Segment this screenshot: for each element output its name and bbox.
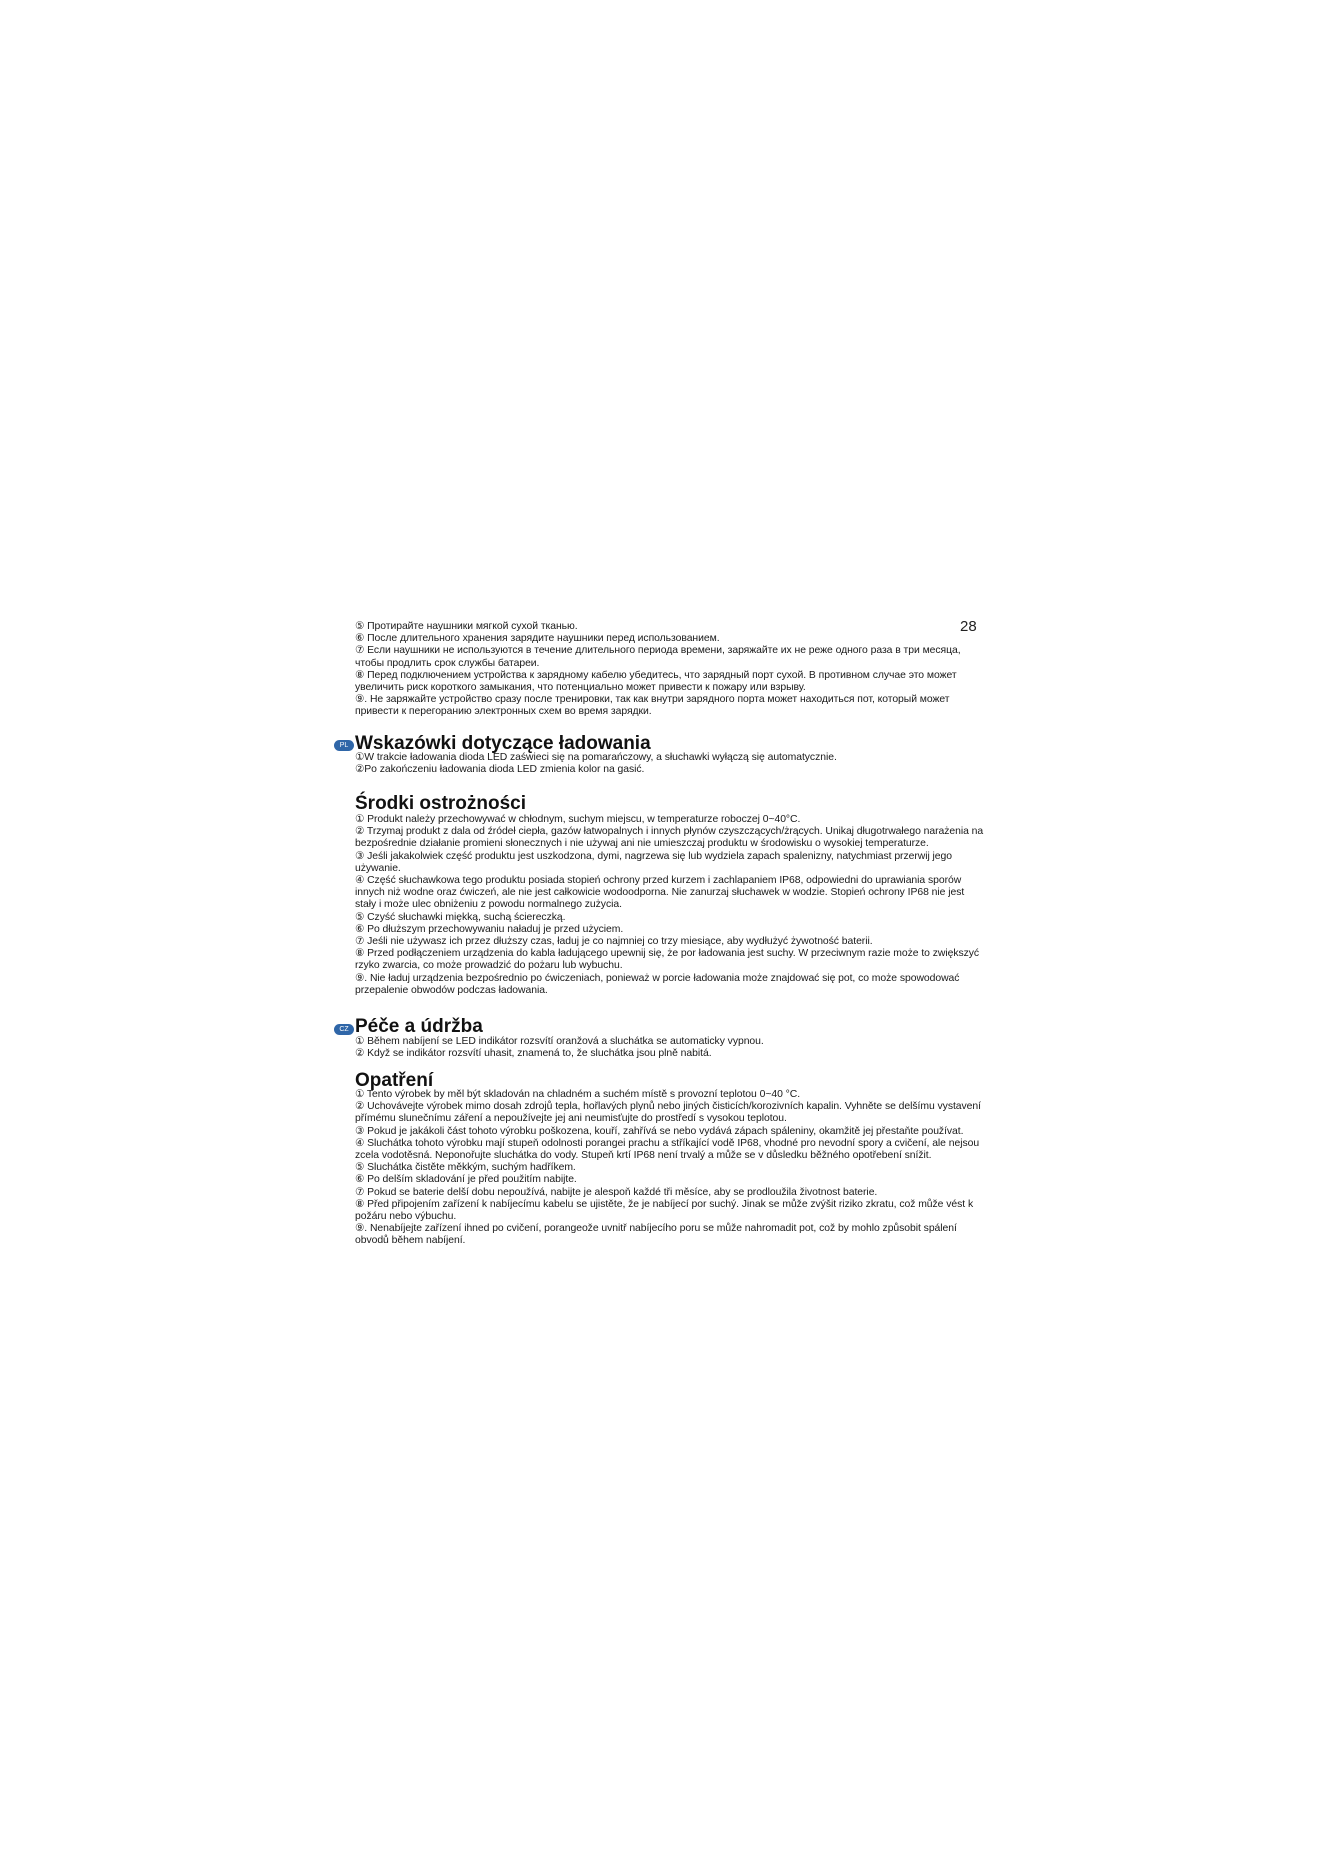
pl-charging-line: ②Po zakończeniu ładowania dioda LED zmienia kolor na gasić. [355,764,645,776]
ru-line: привести к перегоранию электронных схем во время зарядки. [355,706,652,718]
cz-precautions-line: ④ Sluchátka tohoto výrobku mají stupeň odolnosti porangei prachu a stříkající vodě IP68, vhodné pro nevodní spory a cvičení, ale nejsou [355,1137,980,1149]
ru-line: увеличить риск короткого замыкания, что потенциально может привести к пожару или взрыву. [355,682,806,694]
cz-precautions-line: požáru nebo výbuchu. [355,1211,457,1223]
pl-charging-list [355,752,985,776]
ru-line: чтобы продлить срок службы батареи. [355,657,540,669]
cz-precautions-line: zcela vodotěsná. Neponořujte sluchátka do vody. Stupeň krtí IP68 není trvalý a může se v důsledku běžného opotřebení snížit. [355,1150,932,1162]
pl-precautions-line: ④ Część słuchawkowa tego produktu posiada stopień ochrony przed kurzem i zachlapaniem IP68, odpowiedni do uprawiania sporów [355,875,962,887]
cz-precautions-line: ② Uchovávejte výrobek mimo dosah zdrojů tepla, hořlavých plynů nebo jiných čisticích/korozivních kapalin. Vyhněte se delšímu vystavení [355,1101,981,1113]
pl-precautions-line: innych niż wodne oraz ćwiczeń, ale nie jest całkowicie wodoodporna. Nie zanurzaj słuchawek w wodzie. Stopień ochrony IP68 nie jest [355,887,965,899]
pl-precautions-line: stały i może ulec obniżeniu z powodu normalnego zużycia. [355,899,622,911]
pl-precautions-line: ② Trzymaj produkt z dala od źródeł ciepła, gazów łatwopalnych i innych płynów czyszczących/żrących. Unikaj długotrwałego narażenia na [355,826,984,838]
cz-precautions-line: ⑦ Pokud se baterie delší dobu nepoužívá, nabijte je alespoň každé tři měsíce, aby se prodloužila životnost baterie. [355,1186,878,1198]
cz-precautions-heading: Opatření [355,1070,434,1091]
pl-charging-heading: Wskazówki dotyczące ładowania [355,733,651,754]
pl-precautions-line: bezpośrednie działanie promieni słonecznych i nie używaj ani nie umieszczaj produktu w środowisku o wysokiej temperaturze. [355,838,929,850]
ru-line: ⑦ Если наушники не используются в течение длительного периода времени, заряжайте их не реже одного раза в три месяца, [355,645,961,657]
pl-precautions-line: rzyko zwarcia, co może prowadzić do pożaru lub wybuchu. [355,960,623,972]
cz-care-line: ① Během nabíjení se LED indikátor rozsvítí oranžová a sluchátka se automaticky vypnou. [355,1036,764,1047]
cz-precautions-line: ⑥ Po delším skladování je před použitím nabijte. [355,1174,577,1186]
pl-charging-line: ①W trakcie ładowania dioda LED zaświeci się na pomarańczowy, a słuchawki wyłączą się automatycznie. [355,752,837,763]
pl-precautions-line: ⑦ Jeśli nie używasz ich przez dłuższy czas, ładuj je co najmniej co trzy miesiące, aby wydłużyć żywotność baterii. [355,936,873,948]
pl-precautions-line: przepalenie obwodów podczas ładowania. [355,984,548,996]
cz-precautions-line: ⑤ Sluchátka čistěte měkkým, suchým hadříkem. [355,1162,576,1174]
cz-precautions-line: ⑧ Před připojením zařízení k nabíjecímu kabelu se ujistěte, že je nabíjecí por suchý. Jinak se může zvýšit riziko zkratu, což může vést k [355,1198,974,1210]
language-badge-cz: CZ [334,1024,354,1035]
pl-precautions-line: ⑨. Nie ładuj urządzenia bezpośrednio po ćwiczeniach, ponieważ w porcie ładowania może znajdować się pot, co może spowodować [355,972,960,984]
language-badge-pl: PL [334,740,354,751]
pl-precautions-line: ③ Jeśli jakakolwiek część produktu jest uszkodzona, dymi, nagrzewa się lub wydziela zapach spalenizny, natychmiast przerwij jego [355,850,952,862]
ru-line: ⑨. Не заряжайте устройство сразу после тренировки, так как внутри зарядного порта может находиться пот, который может [355,694,950,706]
cz-precautions-line: ⑨. Nenabíjejte zařízení ihned po cvičení, porangeože uvnitř nabíjecího poru se může nahromadit pot, což by mohlo způsobit spálení [355,1223,957,1235]
ru-precautions-list [355,621,985,719]
pl-precautions-line: ① Produkt należy przechowywać w chłodnym, suchym miejscu, w temperaturze roboczej 0~40°C. [355,814,801,825]
page-number: 28 [960,618,977,635]
ru-line: ⑥ После длительного хранения зарядите наушники перед использованием. [355,633,720,645]
cz-care-line: ② Když se indikátor rozsvítí uhasit, znamená to, že sluchátka jsou plně nabitá. [355,1048,712,1060]
ru-line: ⑧ Перед подключением устройства к зарядному кабелю убедитесь, что зарядный порт сухой. В противном случае это может [355,669,957,681]
cz-precautions-line: obvodů během nabíjení. [355,1235,466,1247]
cz-care-list [355,1036,985,1060]
pl-precautions-list [355,814,985,997]
pl-precautions-line: ⑥ Po dłuższym przechowywaniu naładuj je przed użyciem. [355,923,624,935]
cz-precautions-line: ③ Pokud je jakákoli část tohoto výrobku poškozena, kouří, zahřívá se nebo vydává zápach spáleniny, okamžitě jej přestaňte používat. [355,1125,964,1137]
pl-precautions-line: ⑤ Czyść słuchawki miękką, suchą ściereczką. [355,911,566,923]
pl-precautions-line: ⑧ Przed podłączeniem urządzenia do kabla ładującego upewnij się, że por ładowania jest suchy. W przeciwnym razie może to zwiększyć [355,948,980,960]
pl-precautions-line: używanie. [355,862,401,874]
cz-precautions-list [355,1089,985,1248]
ru-line: ⑤ Протирайте наушники мягкой сухой тканью. [355,621,578,632]
cz-precautions-line: ① Tento výrobek by měl být skladován na chladném a suchém místě s provozní teplotou 0~40 °C. [355,1089,801,1100]
cz-precautions-line: přímému slunečnímu záření a nepoužívejte jej ani neumisťujte do prostředí s vysokou teplotou. [355,1113,787,1125]
pl-precautions-heading: Środki ostrożności [355,793,527,814]
cz-care-heading: Péče a údržba [355,1016,483,1037]
